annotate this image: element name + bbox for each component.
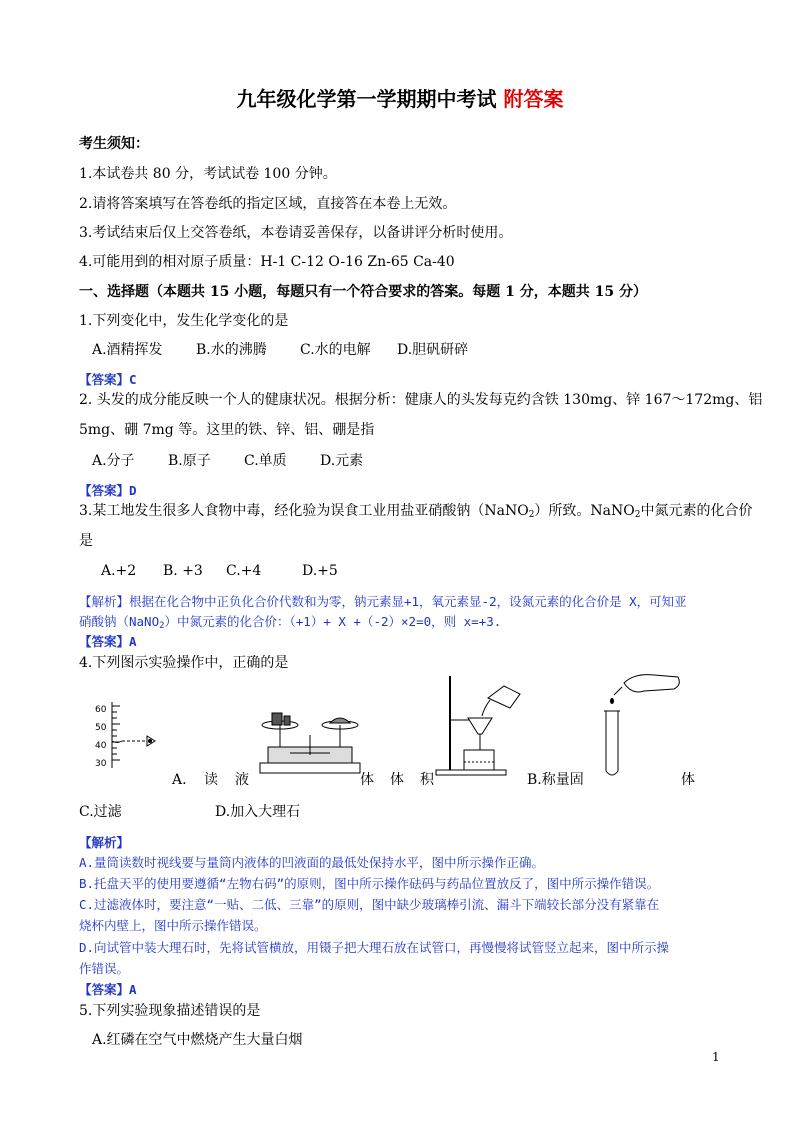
q2-option-c: C.单质 xyxy=(244,453,287,469)
cylinder-tick-40: 40 xyxy=(95,741,107,751)
q4-label-a-1: A. xyxy=(172,772,187,788)
page-number: 1 xyxy=(712,1050,720,1064)
q3-option-b: B. +3 xyxy=(163,563,203,579)
figure-graduated-cylinder xyxy=(85,700,175,770)
q3-subscript-1: 2 xyxy=(528,510,535,520)
q5-option-a: A.红磷在空气中燃烧产生大量白烟 xyxy=(92,1032,303,1048)
q1-option-c: C.水的电解 xyxy=(300,342,371,358)
figure-test-tube xyxy=(598,665,698,780)
q3-stem-part-a: 3.某工地发生很多人食物中毒，经化验为误食工业用盐亚硝酸钠（NaNO xyxy=(79,503,529,519)
q3-option-a: A.+2 xyxy=(101,563,137,579)
q4-label-b-end: 体 xyxy=(681,772,695,788)
q4-label-a-2: 读 xyxy=(204,772,218,788)
page-title xyxy=(0,86,800,112)
q3-option-c: C.+4 xyxy=(226,563,262,579)
q3-stem-line1 xyxy=(79,501,752,525)
figure-balance xyxy=(250,705,370,775)
notice-item-3: 3.考试结束后仅上交答卷纸，本卷请妥善保存，以备讲评分析时使用。 xyxy=(79,225,513,241)
q3-stem-part-c: 中氮元素的化合价 xyxy=(640,503,753,519)
q4-analysis-d: D.向试管中装大理石时，先将试管横放，用镊子把大理石放在试管口，再慢慢将试管竖立起来，图中所示操 xyxy=(79,940,670,955)
q4-analysis-c: C.过滤液体时，要注意“一贴、二低、三靠”的原则，图中缺少玻璃棒引流、漏斗下端较长部分没有紧靠在 xyxy=(79,897,660,912)
q3-stem-part-b: ）所致。NaNO xyxy=(534,503,635,519)
notice-item-2: 2.请将答案填写在答卷纸的指定区域，直接答在本卷上无效。 xyxy=(79,196,457,212)
q3-analysis-part-a: 硝酸钠（NaNO xyxy=(79,614,160,629)
cylinder-tick-60: 60 xyxy=(95,705,107,715)
q1-option-d: D.胆矾研碎 xyxy=(397,342,469,358)
q4-label-a-4: 体 xyxy=(360,772,374,788)
q1-answer: 【答案】C xyxy=(79,372,137,387)
q4-analysis-heading: 【解析】 xyxy=(79,835,130,850)
q1-option-a: A.酒精挥发 xyxy=(92,342,163,358)
q4-stem: 4.下列图示实验操作中，正确的是 xyxy=(79,655,289,671)
q4-label-b: B.称量固 xyxy=(527,772,584,788)
section1-heading: 一、选择题（本题共 15 小题，每题只有一个符合要求的答案。每题 1 分，本题共 15 分） xyxy=(79,284,647,300)
q3-stem-line2: 是 xyxy=(79,533,93,549)
q3-analysis-subscript: 2 xyxy=(159,621,165,631)
figure-filtration xyxy=(430,672,540,777)
q3-answer: 【答案】A xyxy=(79,634,137,649)
q3-analysis-line1: 【解析】根据在化合物中正负化合价代数和为零，钠元素显+1，氧元素显-2，设氮元素的化合价是 X，可知亚 xyxy=(79,594,687,609)
title-highlight: 附答案 xyxy=(503,87,564,111)
q4-analysis-b: B.托盘天平的使用要遵循“左物右码”的原则，图中所示操作砝码与药品位置放反了，图中所示操作错误。 xyxy=(79,876,660,891)
q4-label-a-3: 液 xyxy=(235,772,249,788)
title-main: 九年级化学第一学期期中考试 xyxy=(236,87,497,111)
q4-label-c: C.过滤 xyxy=(79,804,122,820)
q2-answer: 【答案】D xyxy=(79,483,137,498)
q4-label-a-5: 体 xyxy=(390,772,404,788)
q1-option-b: B.水的沸腾 xyxy=(196,342,267,358)
q4-answer: 【答案】A xyxy=(79,982,137,997)
q4-analysis-c-cont: 烧杯内壁上，图中所示操作错误。 xyxy=(79,918,267,933)
q2-option-d: D.元素 xyxy=(320,453,364,469)
notice-heading: 考生须知： xyxy=(79,136,149,152)
q4-label-a-6: 积 xyxy=(420,772,434,788)
q3-option-d: D.+5 xyxy=(302,563,338,579)
q5-stem: 5.下列实验现象描述错误的是 xyxy=(79,1003,261,1019)
q2-option-b: B.原子 xyxy=(168,453,211,469)
q4-analysis-d-cont: 作错误。 xyxy=(79,961,130,976)
q2-stem-line2: 5mg、硼 7mg 等。这里的铁、锌、铝、硼是指 xyxy=(79,422,375,438)
q4-analysis-a: A.量筒读数时视线要与量筒内液体的凹液面的最低处保持水平，图中所示操作正确。 xyxy=(79,855,545,870)
q3-analysis-line2 xyxy=(79,612,501,636)
notice-item-4: 4.可能用到的相对原子质量：H-1 C-12 O-16 Zn-65 Ca-40 xyxy=(79,254,455,270)
q2-stem-line1: 2. 头发的成分能反映一个人的健康状况。根据分析：健康人的头发每克约含铁 130mg、锌 167～172mg、铝 xyxy=(79,392,763,408)
cylinder-tick-50: 50 xyxy=(95,723,107,733)
q3-subscript-2: 2 xyxy=(634,510,641,520)
q2-option-a: A.分子 xyxy=(92,453,135,469)
cylinder-tick-30: 30 xyxy=(95,759,107,769)
q3-analysis-part-b: ）中氮元素的化合价：（+1）+ X +（-2）×2=0，则 x=+3. xyxy=(164,614,502,629)
notice-item-1: 1.本试卷共 80 分，考试试卷 100 分钟。 xyxy=(79,166,337,182)
q1-stem: 1.下列变化中，发生化学变化的是 xyxy=(79,313,289,329)
q4-label-d: D.加入大理石 xyxy=(215,804,301,820)
